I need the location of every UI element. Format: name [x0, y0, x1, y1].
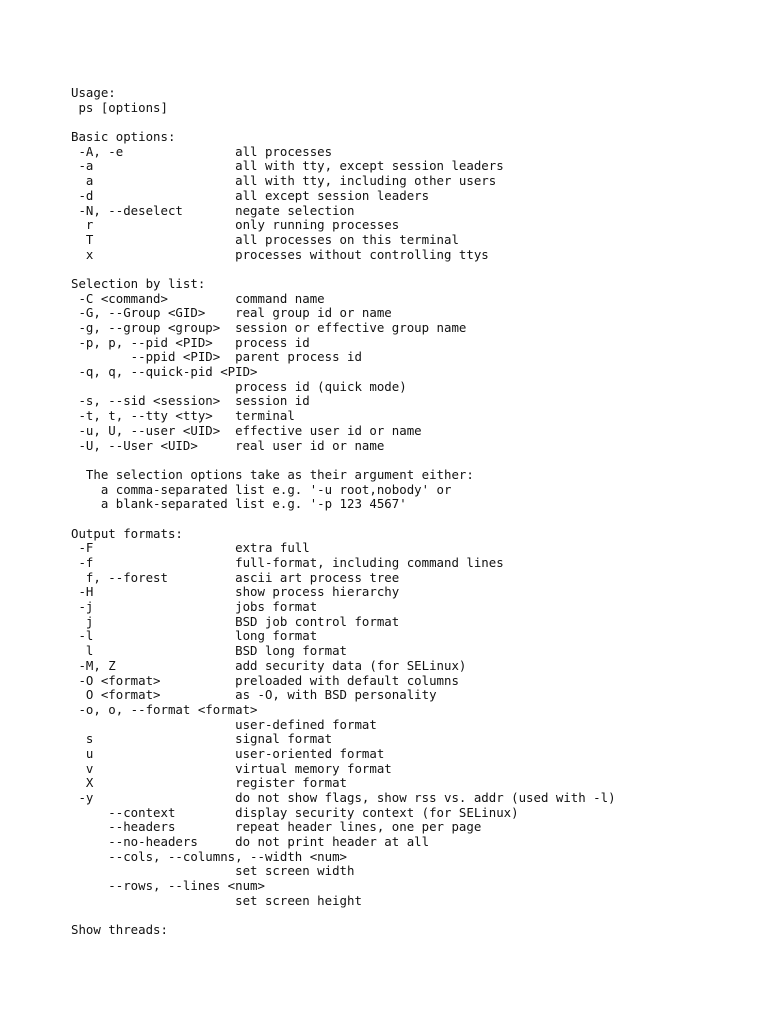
help-line: f, --forest ascii art process tree [71, 569, 400, 585]
help-line: Basic options: [71, 129, 176, 145]
help-line: set screen height [71, 892, 362, 908]
help-line: --ppid <PID> parent process id [71, 349, 362, 365]
help-line: -H show process hierarchy [71, 584, 400, 600]
help-line: user-defined format [71, 716, 377, 732]
help-line: -M, Z add security data (for SELinux) [71, 657, 467, 673]
help-line: -q, q, --quick-pid <PID> [71, 364, 258, 380]
help-line: u user-oriented format [71, 745, 385, 761]
help-line: a comma-separated list e.g. '-u root,nobody' or [71, 481, 452, 497]
help-line: -g, --group <group> session or effective group name [71, 320, 467, 335]
help-line: x processes without controlling ttys [71, 246, 489, 262]
help-line: --context display security context (for SELinux) [71, 804, 519, 820]
help-line [71, 115, 616, 130]
help-line: --headers repeat header lines, one per page [71, 819, 482, 835]
help-line: O <format> as -O, with BSD personality [71, 687, 437, 703]
help-line: -N, --deselect negate selection [71, 202, 355, 218]
help-line: -F extra full [71, 540, 310, 556]
help-line: -G, --Group <GID> real group id or name [71, 305, 392, 321]
help-line: s signal format [71, 731, 333, 747]
help-line: --no-headers do not print header at all [71, 834, 430, 850]
help-line: -o, o, --format <format> [71, 701, 258, 717]
help-line: -s, --sid <session> session id [71, 393, 310, 409]
help-line: set screen width [71, 863, 355, 879]
help-line: r only running processes [71, 217, 400, 233]
help-line: -U, --User <UID> real user id or name [71, 437, 385, 453]
help-line: -C <command> command name [71, 290, 325, 306]
help-line: -y do not show flags, show rss vs. addr (used with -l) [71, 790, 616, 805]
help-line: -p, p, --pid <PID> process id [71, 334, 310, 350]
help-line: -t, t, --tty <tty> terminal [71, 408, 295, 424]
help-line: --cols, --columns, --width <num> [71, 848, 348, 864]
help-line: -f full-format, including command lines [71, 555, 504, 570]
help-line: -O <format> preloaded with default columns [71, 672, 459, 688]
help-line: -l long format [71, 628, 318, 644]
help-line: v virtual memory format [71, 760, 392, 776]
help-line: Selection by list: [71, 275, 206, 291]
help-line: Show threads: [71, 922, 168, 938]
help-line: -a all with tty, except session leaders [71, 158, 504, 174]
help-line: a all with tty, including other users [71, 173, 497, 189]
help-line: ps [options] [71, 99, 168, 115]
help-line: Output formats: [71, 525, 183, 541]
help-line: l BSD long format [71, 643, 348, 659]
help-line: Usage: [71, 85, 116, 100]
help-line: -A, -e all processes [71, 143, 333, 159]
help-line [71, 512, 616, 527]
help-line: -u, U, --user <UID> effective user id or name [71, 422, 422, 438]
help-line: T all processes on this terminal [71, 231, 459, 247]
help-line: j BSD job control format [71, 613, 400, 629]
help-line: X register format [71, 775, 348, 791]
help-line [71, 909, 616, 924]
help-line: The selection options take as their argument either: [71, 466, 474, 482]
help-line: -j jobs format [71, 599, 318, 615]
ps-help-text [71, 86, 616, 938]
help-line: process id (quick mode) [71, 378, 407, 394]
help-line: -d all except session leaders [71, 187, 430, 203]
help-line [71, 262, 616, 277]
help-line: --rows, --lines <num> [71, 878, 265, 894]
help-line [71, 453, 616, 468]
help-line: a blank-separated list e.g. '-p 123 4567' [71, 496, 407, 512]
